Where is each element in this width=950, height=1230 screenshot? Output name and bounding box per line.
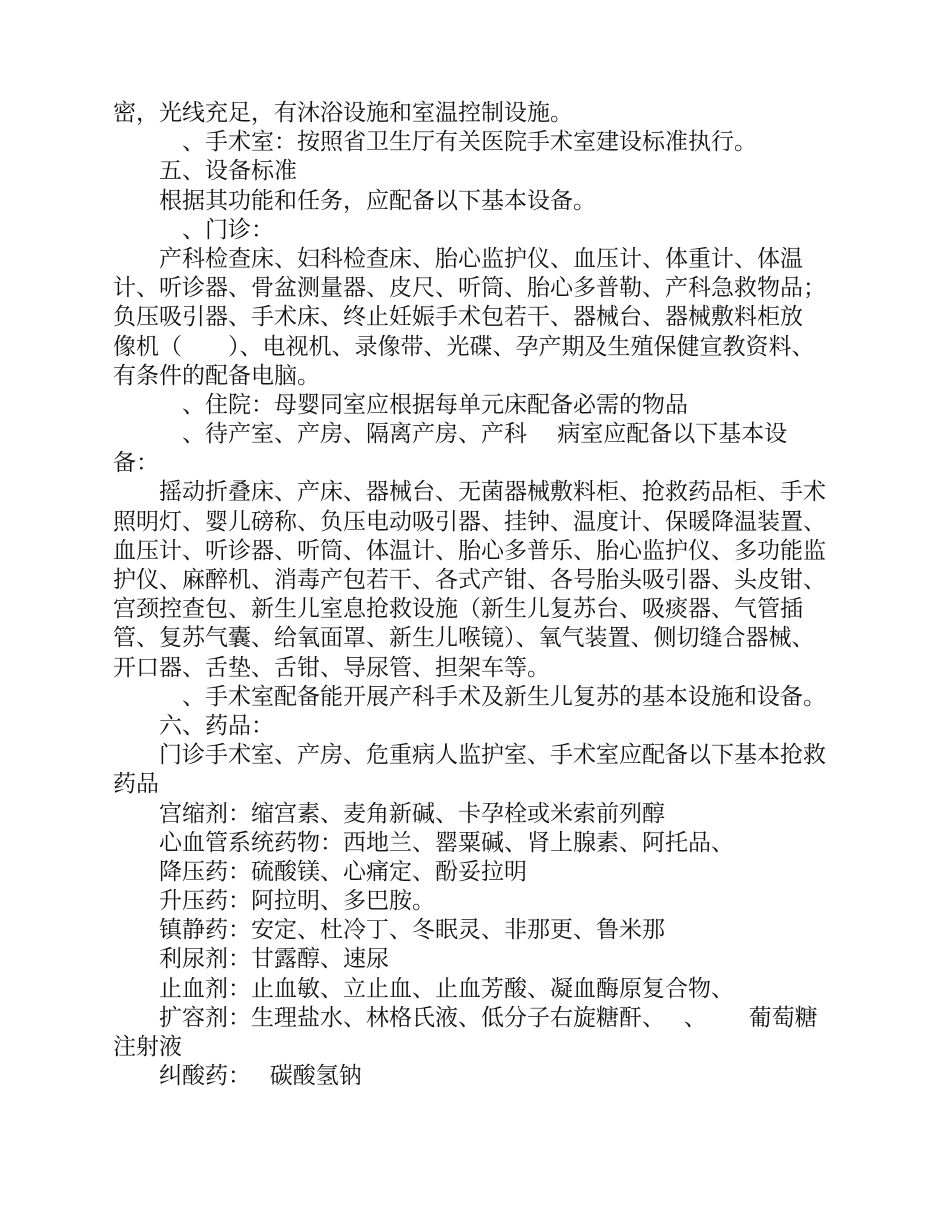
subsection-outpatient: 、门诊： xyxy=(113,216,274,243)
subsection-delivery-rooms: 、待产室、产房、隔离产房、产科 病室应配备以下基本设 xyxy=(113,421,788,448)
text-line-2: 、手术室：按照省卫生厅有关医院手术室建设标准执行。 xyxy=(113,129,757,156)
drug-line-hemostatic: 止血剂：止血敏、立止血、止血芳酸、凝血酶原复合物、 xyxy=(113,975,734,1002)
subsection-operating-room: 、手术室配备能开展产科手术及新生儿复苏的基本设施和设备。 xyxy=(113,683,826,710)
text-line-19: 管、复苏气囊、给氧面罩、新生儿喉镜）、氧气装置、侧切缝合器械、 xyxy=(113,625,815,652)
text-line-1: 密，光线充足，有沐浴设施和室温控制设施。 xyxy=(113,100,573,126)
section-heading-equipment: 五、设备标准 xyxy=(113,158,297,185)
text-line-6: 产科检查床、妇科检查床、胎心监护仪、血压计、体重计、体温 xyxy=(113,245,803,272)
text-line-24: 药品 xyxy=(113,771,159,798)
drug-line-alkalizer: 纠酸药： 碳酸氢钠 xyxy=(113,1063,362,1090)
text-line-17: 护仪、麻醉机、消毒产包若干、各式产钳、各号胎头吸引器、头皮钳、 xyxy=(113,567,826,593)
drug-line-sedative: 镇静药：安定、杜冷丁、冬眠灵、非那更、鲁米那 xyxy=(113,917,665,944)
drug-line-uterotonics: 宫缩剂：缩宫素、麦角新碱、卡孕栓或米索前列醇 xyxy=(113,800,665,827)
text-line-7: 计、听诊器、骨盆测量器、皮尺、听筒、胎心多普勒、产科急救物品； xyxy=(113,275,826,302)
drug-line-diuretic: 利尿剂：甘露醇、速尿 xyxy=(113,946,389,973)
text-line-33: 注射液 xyxy=(113,1034,182,1060)
text-line-13: 备： xyxy=(113,450,159,477)
drug-line-antihypertensive: 降压药：硫酸镁、心痛定、酚妥拉明 xyxy=(113,858,527,885)
text-line-4: 根据其功能和任务，应配备以下基本设备。 xyxy=(113,187,596,214)
drug-line-cardiovascular: 心血管系统药物：西地兰、罂粟碱、肾上腺素、阿托品、 xyxy=(113,829,734,856)
text-line-8: 负压吸引器、手术床、终止妊娠手术包若干、器械台、器械敷料柜放 xyxy=(113,304,803,331)
text-line-20: 开口器、舌垫、舌钳、导尿管、担架车等。 xyxy=(113,654,550,681)
text-line-18: 宫颈控查包、新生儿室息抢救设施（新生儿复苏台、吸痰器、气管插 xyxy=(113,596,803,623)
text-line-15: 照明灯、婴儿磅称、负压电动吸引器、挂钟、温度计、保暖降温装置、 xyxy=(113,508,826,535)
drug-line-vasopressor: 升压药：阿拉明、多巴胺。 xyxy=(113,888,435,915)
text-line-9: 像机（ ）、电视机、录像带、光碟、孕产期及生殖保健宣教资料、 xyxy=(113,333,815,360)
text-line-14: 摇动折叠床、产床、器械台、无菌器械敷料柜、抢救药品柜、手术 xyxy=(113,479,826,506)
section-heading-drugs: 六、药品： xyxy=(113,712,274,739)
text-line-10: 有条件的配备电脑。 xyxy=(113,362,320,389)
text-line-16: 血压计、听诊器、听筒、体温计、胎心多普乐、胎心监护仪、多功能监 xyxy=(113,537,826,564)
subsection-inpatient: 、住院：母婴同室应根据每单元床配备必需的物品 xyxy=(113,391,688,418)
drug-line-volume-expander: 扩容剂：生理盐水、林格氏液、低分子右旋糖酐、 、 葡萄糖 xyxy=(113,1004,818,1031)
text-line-23: 门诊手术室、产房、危重病人监护室、手术室应配备以下基本抢救 xyxy=(113,742,826,769)
